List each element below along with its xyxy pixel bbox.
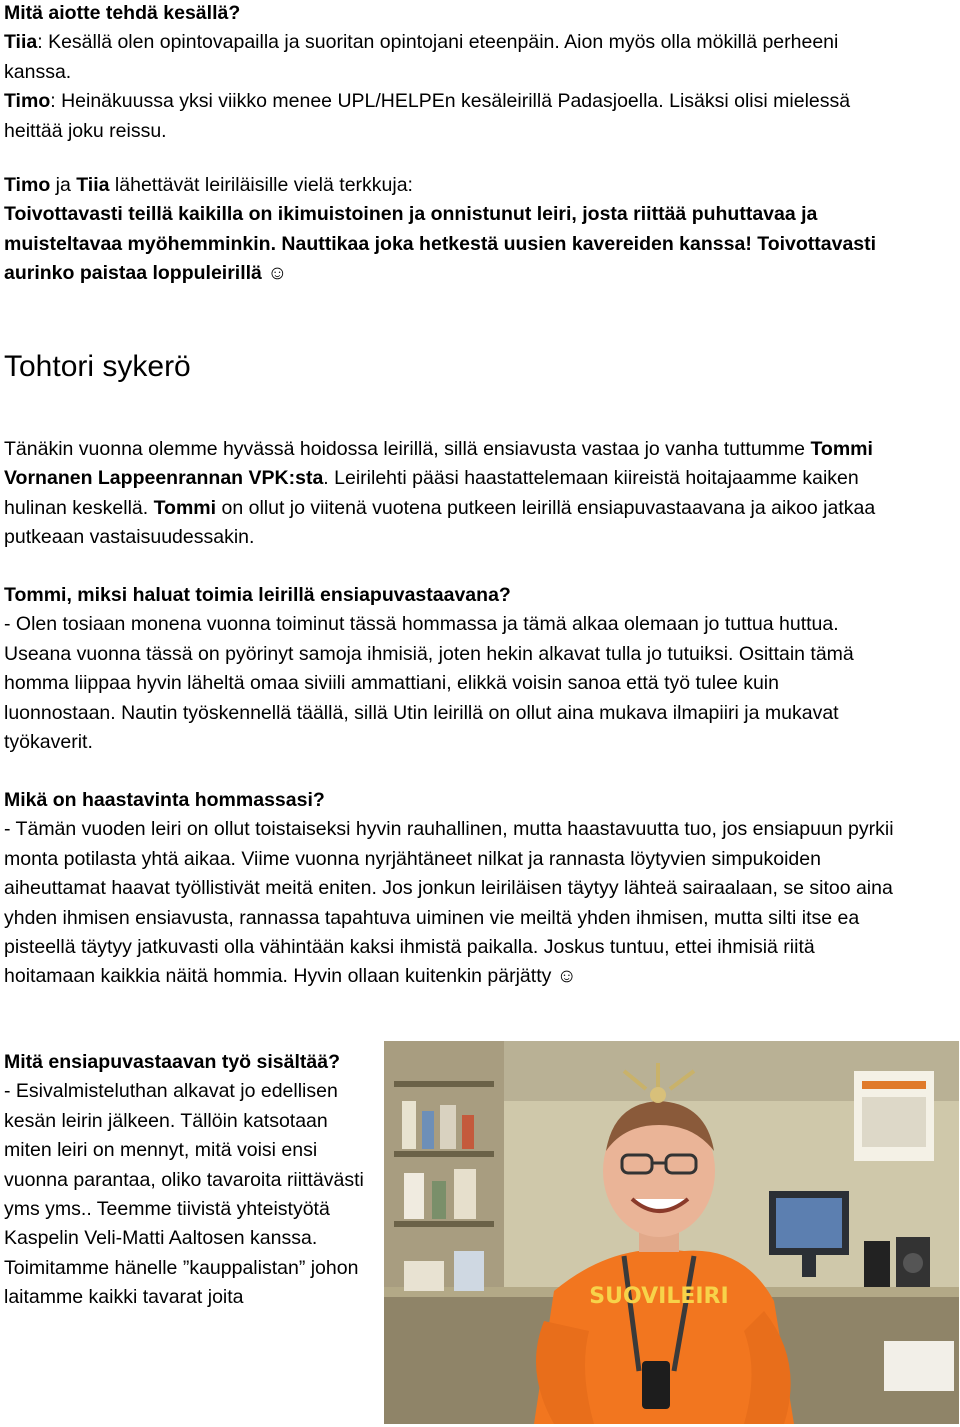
qa-item-2	[4, 786, 894, 992]
greeting-tiia: Tiia	[76, 174, 110, 196]
tiia-answer: : Kesällä olen opintovapailla ja suoritan opintojani eteenpäin. Aion myös olla mökillä perheeni kanssa.	[4, 31, 839, 83]
medic-photo-illustration	[384, 1041, 959, 1424]
qa-answer-2: - Tämän vuoden leiri on ollut toistaiseksi hyvin rauhallinen, mutta haastavuutta tuo, jos ensiapuun pyrkii monta potilasta yhtä aikaa. Viime vuonna nyrjähtäneet nilkat ja rannasta löytyvien simpukoiden aiheuttamat haavat työllistivät meitä eniten. Jos jonkun leiriläisen täytyy lähteä sairaalaan, se sitoo aina yhden ihmisen ensiavusta, rannassa tapahtuva uiminen vie meiltä yhden ihmisen, mutta silti itse ea pisteellä täytyy jatkuvasti olla vähintään kaksi ihmistä paikalla. Joskus tuntuu, ettei ihmisiä riitä hoitamaan kaikkia näitä hommia. Hyvin ollaan kuitenkin pärjätty ☺	[4, 818, 894, 988]
radio-device	[642, 1361, 670, 1409]
tiia-name: Tiia	[4, 31, 38, 54]
lead-part-1: Tänäkin vuonna olemme hyvässä hoidossa leirillä, sillä ensiavusta vastaa jo vanha tuttumme	[4, 438, 811, 460]
timo-answer: : Heinäkuussa yksi viikko menee UPL/HELPEn kesäleirillä Padasjoella. Lisäksi olisi mielessä heittää joku reissu.	[4, 90, 851, 142]
paper-bag	[884, 1341, 954, 1391]
shirt-text: SUOVILEIRI	[589, 1284, 729, 1309]
timo-name: Timo	[4, 90, 51, 113]
qa-answer-3: - Esivalmisteluthan alkavat jo edellisen kesän leirin jälkeen. Tällöin katsotaan miten leiri on mennyt, mitä voisi ensi vuonna parantaa, oliko tavaroita riittävästi yms yms.. Teemme tiivistä yhteistyötä Kaspelin Veli-Matti Aaltosen kanssa. Toimitamme hänelle ”kauppalistan” johon laitamme kaikki tavarat joita	[4, 1080, 364, 1309]
qa-answer-1: - Olen tosiaan monena vuonna toiminut tässä hommassa ja tämä alkaa olemaan jo tuttua huttua. Useana vuonna tässä on pyörinyt samoja ihmisiä, joten hekin alkavat tulla jo tutuiksi. Osittain tämä homma liippaa hyvin läheltä omaa siviili ammattiani, elikkä voisin sanoa että työ tulee kuin luonnostaan. Nautin työskennellä täällä, sillä Utin leirillä on ollut aina mukava ilmapiiri ja mukavat työkaverit.	[4, 613, 854, 754]
lead-part-3: on ollut jo viitenä vuotena putkeen leirillä ensiapuvastaavana ja aikoo jatkaa putkeaan vastaisuudessakin.	[4, 496, 876, 549]
greeting-timo: Timo	[4, 174, 51, 196]
greeting-message: Toivottavasti teillä kaikilla on ikimuistoinen ja onnistunut leiri, josta riittää puhuttavaa ja muisteltavaa myöhemminkin. Nauttikaa joka hetkestä uusien kavereiden kanssa! Toivottavasti aurinko paistaa loppuleirillä ☺	[4, 203, 877, 285]
greeting-ja: ja	[50, 174, 77, 196]
lead-part-2: . Leirilehti pääsi haastattelemaan kiireistä hoitajaamme kaiken hulinan keskellä.	[4, 467, 859, 519]
greeting-rest: lähettävät leiriläisille vielä terkkuja:	[109, 174, 413, 196]
speaker-left	[864, 1241, 890, 1287]
intro-block	[4, 0, 894, 146]
lead-name: Tommi Vornanen Lappeenrannan VPK:sta	[4, 438, 873, 490]
qa-question-1: Tommi, miksi haluat toimia leirillä ensiapuvastaavana?	[4, 584, 511, 606]
lead-tommi: Tommi	[153, 496, 217, 519]
section-title: Tohtori sykerö	[4, 350, 191, 383]
greeting-block	[4, 171, 884, 289]
qa-item-3	[4, 1048, 374, 1313]
intro-question: Mitä aiotte tehdä kesällä?	[4, 2, 241, 24]
medic-photo	[384, 1041, 959, 1424]
qa-question-2: Mikä on haastavinta hommassasi?	[4, 789, 325, 811]
qa-question-3: Mitä ensiapuvastaavan työ sisältää?	[4, 1051, 340, 1073]
section-lead	[4, 435, 894, 553]
qa-item-1	[4, 581, 894, 757]
